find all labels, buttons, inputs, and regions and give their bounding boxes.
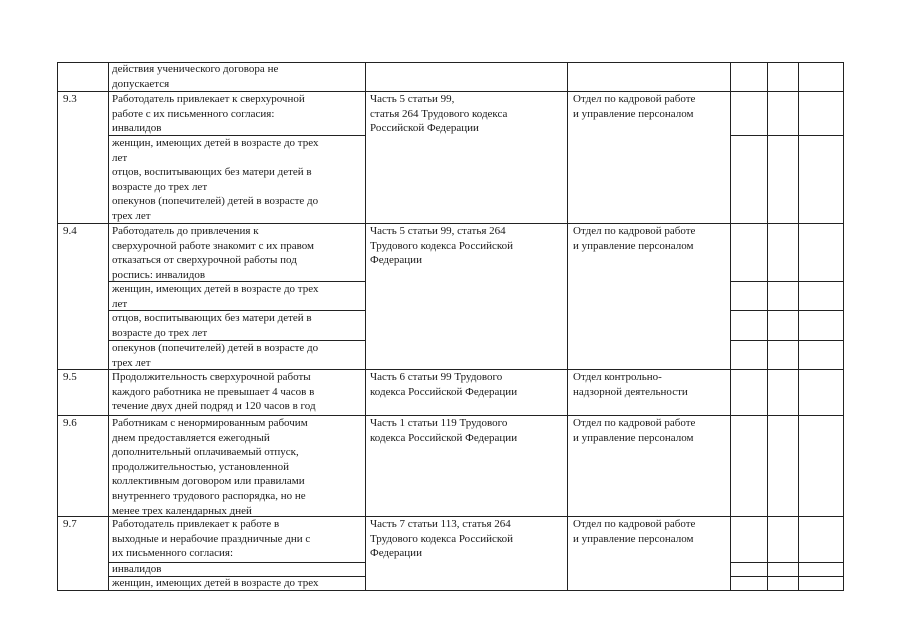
responsible-department: Отдел контрольно- надзорной деятельности bbox=[573, 371, 688, 398]
mark-subrow-divider bbox=[730, 576, 844, 577]
requirement-text: опекунов (попечителей) детей в возрасте до трех лет bbox=[112, 342, 319, 369]
legal-reference: Часть 1 статьи 119 Трудового кодекса Российской Федерации bbox=[370, 417, 518, 444]
column-divider bbox=[798, 62, 799, 591]
requirement-text: женщин, имеющих детей в возрасте до трех лет отцов, воспитывающих без матери детей в возрасте до трех лет опекунов (попечителей) детей в возрасте до трех лет bbox=[112, 137, 319, 222]
mark-subrow-divider bbox=[730, 340, 844, 341]
mark-subrow-divider bbox=[730, 310, 844, 311]
mark-subrow-divider bbox=[730, 135, 844, 136]
item-number: 9.7 bbox=[63, 518, 77, 530]
requirement-text: Продолжительность сверхурочной работы каждого работника не превышает 4 часов в течение двух дней подряд и 120 часов в год bbox=[112, 371, 316, 413]
table-border-right bbox=[843, 62, 844, 591]
responsible-department: Отдел по кадровой работе и управление персоналом bbox=[573, 93, 696, 120]
mark-subrow-divider bbox=[730, 562, 844, 563]
column-divider bbox=[365, 62, 366, 591]
item-number: 9.4 bbox=[63, 225, 77, 237]
requirement-text: Работодатель привлекает к работе в выходные и нерабочие праздничные дни с их письменного согласия: bbox=[112, 518, 311, 560]
table-border-left bbox=[57, 62, 58, 591]
requirement-text: действия ученического договора не допускается bbox=[112, 63, 279, 90]
legal-reference: Часть 7 статьи 113, статья 264 Трудового кодекса Российской Федерации bbox=[370, 518, 514, 560]
item-number: 9.6 bbox=[63, 417, 77, 429]
responsible-department: Отдел по кадровой работе и управление персоналом bbox=[573, 518, 696, 545]
requirement-text: Работодатель привлекает к сверхурочной работе с их письменного согласия: инвалидов bbox=[112, 93, 305, 135]
legal-reference: Часть 5 статьи 99, статья 264 Трудового кодекса Российской Федерации bbox=[370, 93, 508, 135]
requirement-text: инвалидов bbox=[112, 563, 162, 575]
legal-reference: Часть 5 статьи 99, статья 264 Трудового кодекса Российской Федерации bbox=[370, 225, 514, 267]
requirement-text: женщин, имеющих детей в возрасте до трех bbox=[112, 577, 319, 589]
column-divider bbox=[108, 62, 109, 591]
requirement-text: отцов, воспитывающих без матери детей в возрасте до трех лет bbox=[112, 312, 312, 339]
item-number: 9.5 bbox=[63, 371, 77, 383]
column-divider bbox=[567, 62, 568, 591]
legal-reference: Часть 6 статьи 99 Трудового кодекса Российской Федерации bbox=[370, 371, 518, 398]
responsible-department: Отдел по кадровой работе и управление персоналом bbox=[573, 417, 696, 444]
mark-subrow-divider bbox=[730, 281, 844, 282]
item-number: 9.3 bbox=[63, 93, 77, 105]
responsible-department: Отдел по кадровой работе и управление персоналом bbox=[573, 225, 696, 252]
requirement-text: Работодатель до привлечения к сверхурочной работе знакомит с их правом отказаться от сверхурочной работы под роспись: инвалидов bbox=[112, 225, 315, 281]
column-divider bbox=[767, 62, 768, 591]
column-divider bbox=[730, 62, 731, 591]
requirement-text: Работникам с ненормированным рабочим днем предоставляется ежегодный дополнительный оплачиваемый отпуск, продолжительностью, установленной коллективным договором или правилами внутреннего трудового распорядка, но не менее трех календарных дней bbox=[112, 417, 308, 517]
requirement-text: женщин, имеющих детей в возрасте до трех лет bbox=[112, 283, 319, 310]
